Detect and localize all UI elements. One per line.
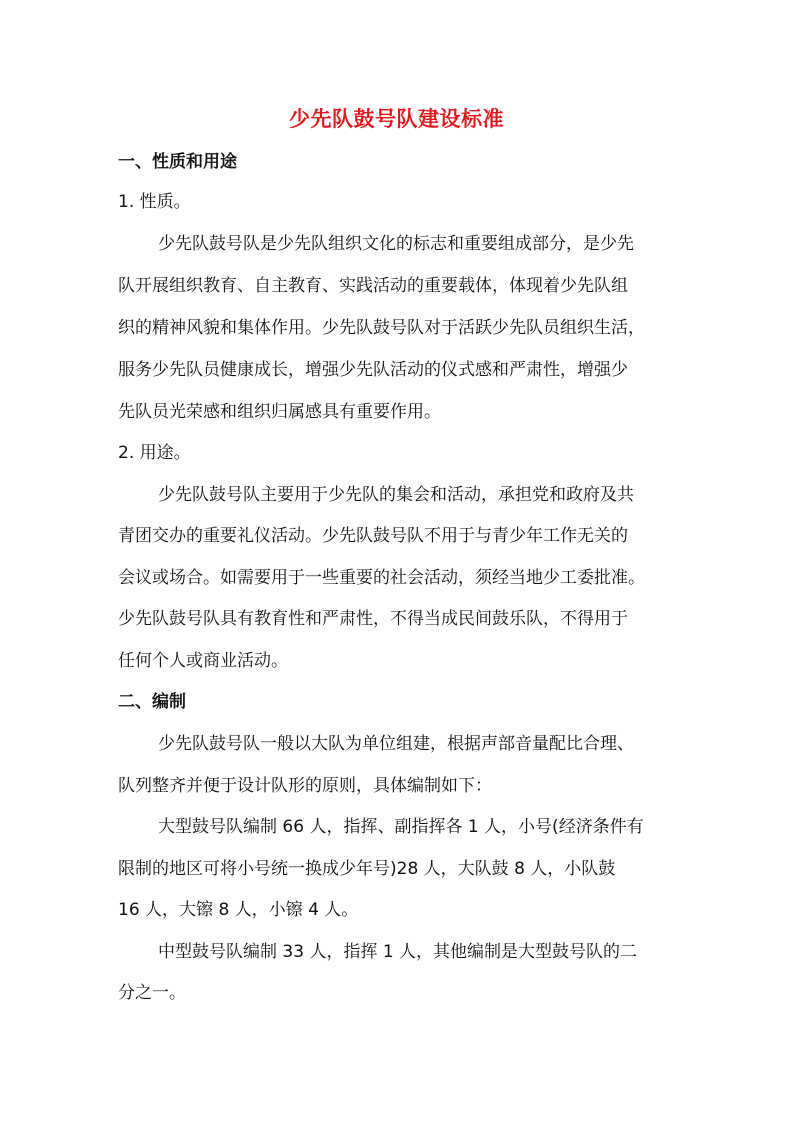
paragraph-line: 少先队鼓号队一般以大队为单位组建，根据声部音量配比合理、 [158, 734, 634, 754]
document-title: 少先队鼓号队建设标准 [289, 107, 504, 131]
paragraph-line: 织的精神风貌和集体作用。少先队鼓号队对于活跃少先队员组织生活， [118, 318, 645, 338]
paragraph-line: 先队员光荣感和组织归属感具有重要作用。 [118, 402, 441, 422]
paragraph-line: 少先队鼓号队主要用于少先队的集会和活动，承担党和政府及共 [158, 485, 634, 505]
paragraph-line: 限制的地区可将小号统一换成少年号)28 人，大队鼓 8 人，小队鼓 [118, 859, 616, 879]
subsection-label: 1. 性质。 [118, 192, 191, 212]
paragraph-line: 服务少先队员健康成长，增强少先队活动的仪式感和严肃性，增强少 [118, 360, 628, 380]
section-heading-1 [118, 150, 237, 174]
section-heading-prefix: 二、 [118, 692, 152, 712]
paragraph-line: 少先队鼓号队具有教育性和严肃性，不得当成民间鼓乐队，不得用于 [118, 609, 628, 629]
subsection-label: 2. 用途。 [118, 443, 191, 463]
section-heading-text: 性质和用途 [152, 152, 237, 172]
paragraph-line: 任何个人或商业活动。 [118, 651, 288, 671]
section-heading-prefix: 一、 [118, 152, 152, 172]
paragraph-line: 大型鼓号队编制 66 人，指挥、副指挥各 1 人，小号(经济条件有 [158, 817, 644, 837]
paragraph-line: 少先队鼓号队是少先队组织文化的标志和重要组成部分，是少先 [158, 234, 634, 254]
paragraph-line: 中型鼓号队编制 33 人，指挥 1 人，其他编制是大型鼓号队的二 [158, 942, 638, 962]
section-heading-text: 编制 [152, 692, 186, 712]
paragraph-line: 队列整齐并便于设计队形的原则，具体编制如下： [118, 776, 492, 796]
paragraph-line: 队开展组织教育、自主教育、实践活动的重要载体，体现着少先队组 [118, 276, 628, 296]
paragraph-line: 分之一。 [118, 983, 186, 1003]
paragraph-line: 16 人，大镲 8 人，小镲 4 人。 [118, 900, 359, 920]
section-heading-2 [118, 690, 186, 714]
paragraph-line: 会议或场合。如需要用于一些重要的社会活动，须经当地少工委批准。 [118, 568, 645, 588]
paragraph-line: 青团交办的重要礼仪活动。少先队鼓号队不用于与青少年工作无关的 [118, 526, 628, 546]
